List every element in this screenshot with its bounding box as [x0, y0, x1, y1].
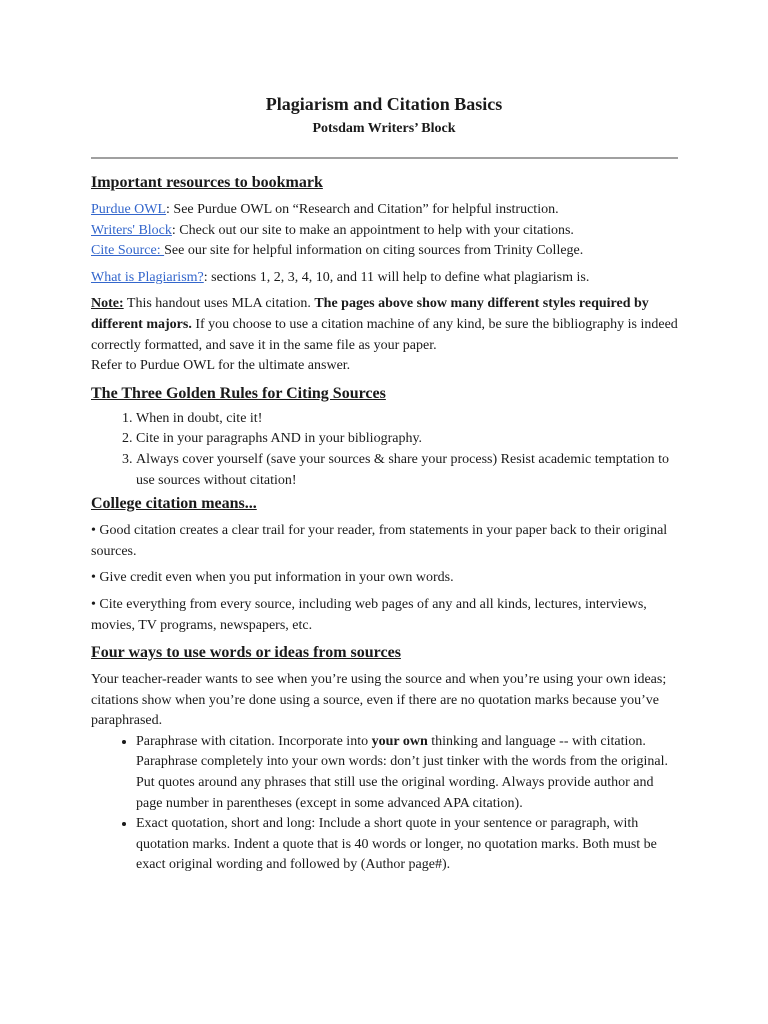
list-item: 3. Always cover yourself (save your sources & share your process) Resist academic temptation to use sources without citation!: [136, 450, 681, 491]
resource-writers-block: [91, 221, 681, 242]
college-item: • Good citation creates a clear trail for your reader, from statements in your paper back to their original sources.: [91, 523, 668, 559]
note-line: Refer to Purdue OWL for the ultimate answer.: [91, 358, 351, 374]
resource-text: : Check out our site to make an appointment to help with your citations.: [171, 222, 574, 238]
horizontal-divider: [91, 157, 678, 159]
bullet-bold: your own: [371, 733, 428, 749]
what-is-plagiarism-link[interactable]: What is Plagiarism?: [91, 269, 204, 285]
note-bold: The pages above show many different styles required by different majors.: [91, 296, 649, 332]
golden-rules-heading: The Three Golden Rules for Citing Sources: [91, 384, 386, 402]
resource-text: : See Purdue OWL on “Research and Citation” for helpful instruction.: [166, 202, 559, 217]
note-text: If you choose to use a citation machine of any kind, be sure the bibliography is indeed correctly formatted, and save it in the same file as your paper.: [91, 316, 678, 353]
note-label: Note:: [91, 296, 124, 312]
resource-cite-source: [91, 241, 681, 262]
list-item: • Exact quotation, short and long: Include a short quote in your sentence or paragraph, with quotation marks. Indent a quote that is 40 words or longer, no quotation marks. Both must be exact original wording and followed by (Author page#).: [136, 814, 681, 876]
college-heading: College citation means...: [91, 495, 257, 513]
note-paragraph: [91, 294, 681, 356]
document-body: [91, 172, 681, 876]
college-item: • Cite everything from every source, including web pages of any and all kinds, lectures, interviews, movies, TV programs, newspapers, etc.: [91, 596, 647, 633]
bullet-text: thinking and language -- with citation. Paraphrase completely into your own words: don’t just tinker with the words from the original. Put quotes around any phrases that still use the original wording. Always provide author and page number in parentheses (except in some advanced APA citation).: [136, 733, 669, 811]
resource-plagiarism: [91, 268, 681, 289]
four-ways-intro: Your teacher-reader wants to see when you’re using the source and when you’re using your own ideas; citations show when you’re done using a source, even if there are no quotation marks because you’ve paraphrased.: [91, 672, 667, 729]
resource-text: : sections 1, 2, 3, 4, 10, and 11 will help to define what plagiarism is.: [203, 269, 590, 285]
four-ways-heading: Four ways to use words or ideas from sources: [91, 644, 401, 662]
resources-heading: Important resources to bookmark: [91, 174, 323, 191]
cite-source-link[interactable]: Cite Source:: [91, 243, 165, 259]
resource-purdue-owl: [91, 200, 681, 221]
purdue-owl-link[interactable]: Purdue OWL: [91, 202, 167, 217]
bullet-text: Paraphrase with citation. Incorporate into: [136, 733, 372, 749]
writers-block-link[interactable]: Writers' Block: [91, 222, 172, 238]
list-item: 1. When in doubt, cite it!: [136, 409, 681, 430]
four-ways-list: [91, 732, 681, 876]
list-item: [136, 732, 681, 814]
golden-rules-list: [91, 409, 681, 491]
resource-text: See our site for helpful information on citing sources from Trinity College.: [164, 243, 584, 259]
resource-list: [91, 200, 681, 262]
page-title: Plagiarism and Citation Basics: [265, 94, 503, 114]
college-item: • Give credit even when you put information in your own words.: [91, 570, 454, 586]
list-item: 2. Cite in your paragraphs AND in your bibliography.: [136, 429, 681, 450]
note-text: This handout uses MLA citation.: [123, 296, 315, 312]
page-subtitle: Potsdam Writers’ Block: [312, 121, 456, 136]
